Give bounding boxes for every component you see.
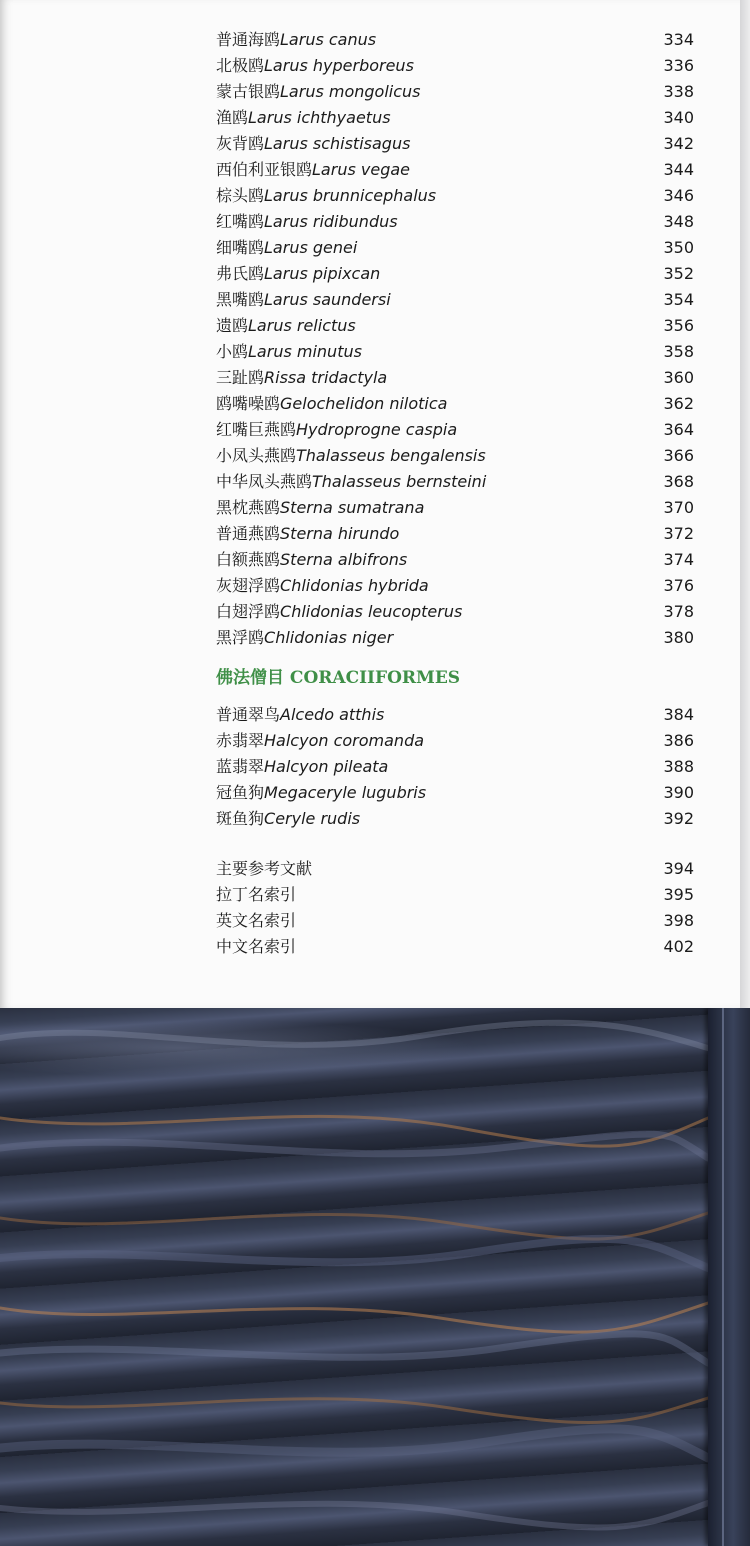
toc-entry-page-number: 384 [663, 705, 694, 724]
spine-edge-line [722, 1008, 724, 1546]
toc-entry-latin-name: Chlidonias niger [264, 628, 394, 647]
toc-entry [216, 237, 694, 259]
toc-entry-page-number: 366 [663, 446, 694, 465]
toc-entry-page-number: 362 [663, 394, 694, 413]
toc-entry-title: 拉丁名索引 [216, 885, 297, 904]
toc-entry-latin-name: Larus vegae [312, 160, 410, 179]
toc-entry-chinese-name: 细嘴鸥 [216, 238, 265, 257]
toc-entry [216, 471, 694, 493]
toc-entry-page-number: 394 [663, 859, 694, 878]
toc-entry-page-number: 368 [663, 472, 694, 491]
toc-entry-latin-name: Larus brunnicephalus [264, 186, 437, 205]
toc-appendix-entry [216, 858, 694, 880]
toc-entry-page-number: 374 [663, 550, 694, 569]
toc-entry-chinese-name: 蒙古银鸥 [216, 82, 281, 101]
page-edge [740, 0, 750, 1008]
toc-entry [216, 808, 694, 830]
toc-entry-chinese-name: 西伯利亚银鸥 [216, 160, 313, 179]
toc-entry-page-number: 372 [663, 524, 694, 543]
toc-entry-latin-name: Larus pipixcan [264, 264, 381, 283]
toc-entry-page-number: 348 [663, 212, 694, 231]
toc-entry [216, 601, 694, 623]
toc-entry-page-number: 398 [663, 911, 694, 930]
toc-entry [216, 159, 694, 181]
toc-entry-chinese-name: 蓝翡翠 [216, 757, 265, 776]
toc-entry [216, 211, 694, 233]
toc-entry-latin-name: Chlidonias hybrida [280, 576, 429, 595]
toc-entry [216, 29, 694, 51]
toc-entry-chinese-name: 黑枕燕鸥 [216, 498, 281, 517]
toc-entry-chinese-name: 灰翅浮鸥 [216, 576, 281, 595]
toc-entry-page-number: 360 [663, 368, 694, 387]
toc-entry-chinese-name: 赤翡翠 [216, 731, 265, 750]
toc-appendix-entry [216, 910, 694, 932]
toc-entry-latin-name: Alcedo atthis [280, 705, 385, 724]
toc-entry-latin-name: Larus ridibundus [264, 212, 398, 231]
toc-entry-page-number: 346 [663, 186, 694, 205]
toc-entry-latin-name: Sterna hirundo [280, 524, 400, 543]
toc-entry-page-number: 334 [663, 30, 694, 49]
toc-entry-latin-name: Sterna sumatrana [280, 498, 425, 517]
toc-entry-page-number: 395 [663, 885, 694, 904]
toc-appendix-entry [216, 936, 694, 958]
toc-entry-page-number: 364 [663, 420, 694, 439]
toc-entry-chinese-name: 红嘴巨燕鸥 [216, 420, 297, 439]
toc-entry-page-number: 390 [663, 783, 694, 802]
toc-entry-latin-name: Larus mongolicus [280, 82, 421, 101]
toc-entry-page-number: 338 [663, 82, 694, 101]
toc-entry [216, 341, 694, 363]
toc-entry [216, 55, 694, 77]
toc-entry-latin-name: Chlidonias leucopterus [280, 602, 463, 621]
toc-entry-latin-name: Halcyon pileata [264, 757, 389, 776]
toc-entry-chinese-name: 遗鸥 [216, 316, 249, 335]
toc-entry-latin-name: Larus saundersi [264, 290, 391, 309]
toc-entry-page-number: 354 [663, 290, 694, 309]
toc-entry-page-number: 340 [663, 108, 694, 127]
toc-entry-chinese-name: 黑浮鸥 [216, 628, 265, 647]
toc-entry-title: 英文名索引 [216, 911, 297, 930]
toc-entry-latin-name: Megaceryle lugubris [264, 783, 427, 802]
toc-entry [216, 367, 694, 389]
toc-entry [216, 627, 694, 649]
toc-entry-chinese-name: 普通燕鸥 [216, 524, 281, 543]
toc-entry-chinese-name: 白额燕鸥 [216, 550, 281, 569]
toc-entry-chinese-name: 白翅浮鸥 [216, 602, 281, 621]
toc-entry-latin-name: Sterna albifrons [280, 550, 408, 569]
toc-entry-chinese-name: 普通翠鸟 [216, 705, 281, 724]
toc-entry-latin-name: Larus minutus [248, 342, 362, 361]
toc-entry-page-number: 356 [663, 316, 694, 335]
toc-entry-latin-name: Larus hyperboreus [264, 56, 414, 75]
toc-entry-chinese-name: 鸥嘴噪鸥 [216, 394, 281, 413]
toc-entry-latin-name: Hydroprogne caspia [296, 420, 458, 439]
toc-entry-page-number: 350 [663, 238, 694, 257]
toc-entry-chinese-name: 斑鱼狗 [216, 809, 265, 828]
book-cover-water-photo [0, 1008, 750, 1546]
toc-entry-chinese-name: 渔鸥 [216, 108, 249, 127]
toc-entry-page-number: 380 [663, 628, 694, 647]
toc-entry [216, 756, 694, 778]
toc-entry-latin-name: Halcyon coromanda [264, 731, 425, 750]
toc-entry-page-number: 342 [663, 134, 694, 153]
toc-entry-page-number: 392 [663, 809, 694, 828]
toc-entry [216, 185, 694, 207]
toc-entry-title: 主要参考文献 [216, 859, 313, 878]
toc-entry [216, 263, 694, 285]
toc-entry [216, 730, 694, 752]
toc-entry-page-number: 358 [663, 342, 694, 361]
toc-entry-chinese-name: 冠鱼狗 [216, 783, 265, 802]
water-ripples-graphic [0, 1008, 708, 1546]
toc-entry-latin-name: Larus ichthyaetus [248, 108, 391, 127]
toc-entry-page-number: 352 [663, 264, 694, 283]
toc-entry-page-number: 402 [663, 937, 694, 956]
toc-entry [216, 704, 694, 726]
toc-entry-latin-name: Gelochelidon nilotica [280, 394, 448, 413]
toc-entry-page-number: 370 [663, 498, 694, 517]
toc-entry-chinese-name: 中华凤头燕鸥 [216, 472, 313, 491]
toc-entry [216, 393, 694, 415]
toc-appendix-entry [216, 884, 694, 906]
toc-entry-latin-name: Rissa tridactyla [264, 368, 388, 387]
toc-entry-chinese-name: 弗氏鸥 [216, 264, 265, 283]
toc-entry [216, 419, 694, 441]
toc-entry [216, 549, 694, 571]
toc-entry-latin-name: Thalasseus bernsteini [312, 472, 487, 491]
toc-entry-page-number: 386 [663, 731, 694, 750]
toc-entry-chinese-name: 普通海鸥 [216, 30, 281, 49]
toc-entry-chinese-name: 小鸥 [216, 342, 249, 361]
toc-entry [216, 289, 694, 311]
book-spine [708, 1008, 750, 1546]
toc-entry-chinese-name: 红嘴鸥 [216, 212, 265, 231]
toc-entry [216, 523, 694, 545]
toc-entry-chinese-name: 小凤头燕鸥 [216, 446, 297, 465]
toc-entry [216, 107, 694, 129]
toc-entry [216, 782, 694, 804]
toc-entry [216, 315, 694, 337]
toc-entry-latin-name: Larus relictus [248, 316, 356, 335]
toc-entry-page-number: 336 [663, 56, 694, 75]
toc-entry-latin-name: Larus canus [280, 30, 377, 49]
toc-entry-chinese-name: 北极鸥 [216, 56, 265, 75]
section-heading-coraciiformes: 佛法僧目 CORACIIFORMES [216, 668, 461, 688]
toc-entry [216, 575, 694, 597]
toc-entry [216, 133, 694, 155]
toc-entry-page-number: 376 [663, 576, 694, 595]
toc-entry-latin-name: Thalasseus bengalensis [296, 446, 486, 465]
toc-entry-latin-name: Ceryle rudis [264, 809, 361, 828]
toc-entry-page-number: 378 [663, 602, 694, 621]
toc-entry-page-number: 388 [663, 757, 694, 776]
toc-entry [216, 81, 694, 103]
toc-entry-title: 中文名索引 [216, 937, 297, 956]
toc-entry [216, 445, 694, 467]
toc-entry-latin-name: Larus schistisagus [264, 134, 411, 153]
toc-entry-page-number: 344 [663, 160, 694, 179]
toc-entry-latin-name: Larus genei [264, 238, 358, 257]
toc-entry-chinese-name: 三趾鸥 [216, 368, 265, 387]
toc-entry-chinese-name: 灰背鸥 [216, 134, 265, 153]
toc-entry-chinese-name: 棕头鸥 [216, 186, 265, 205]
toc-entry-chinese-name: 黑嘴鸥 [216, 290, 265, 309]
toc-entry [216, 497, 694, 519]
